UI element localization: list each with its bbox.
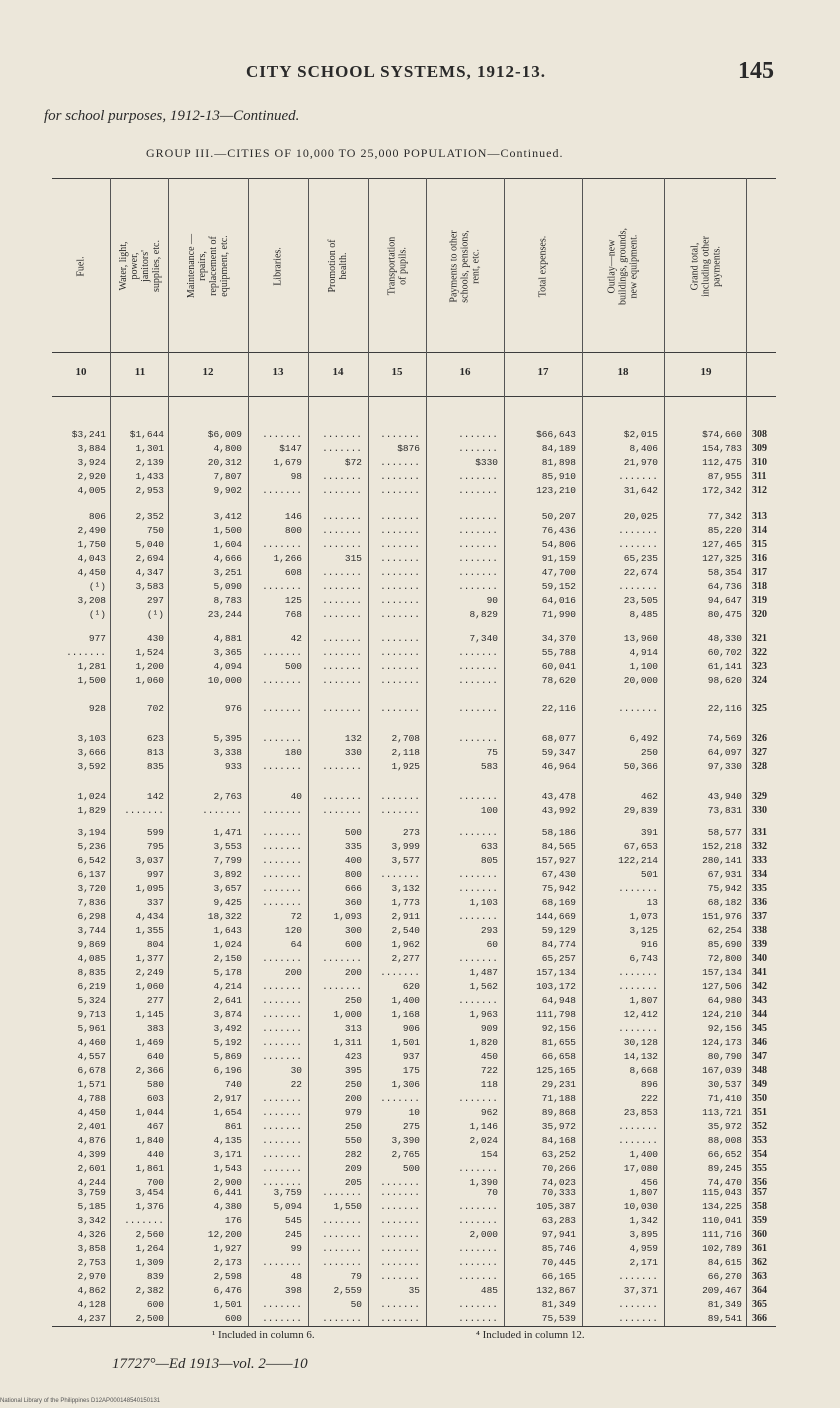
table-cell-group: 3,103 3,666 3,592 [77, 733, 106, 772]
table-top-rule [52, 178, 776, 179]
table-cell-group: 3,412 1,500 1,604 4,666 3,251 5,090 8,783 23,244 [207, 511, 242, 620]
column-header [428, 186, 502, 346]
table-cell-group: 391 67,653 122,214 501 ....... 13 1,073 3,125 916 6,743 ....... ....... 1,807 12,412 ....... 30,128 14,132 8,668 896 222 23,853 ....... ....... 1,400 17,080 456 [618, 827, 658, 1188]
row-number-group: 313 314 315 316 317 318 319 320 [752, 511, 767, 620]
column-header-label: Water, light, power, janitors' supplies, etc. [118, 240, 162, 292]
table-cell-group: $74,660 154,783 112,475 87,955 172,342 [702, 429, 742, 496]
column-divider [504, 178, 505, 1326]
table-cell-group: 142 ....... [124, 791, 164, 816]
table-cell-group: 5,395 3,338 933 [213, 733, 242, 772]
table-cell-group: 70,333 105,387 63,283 97,941 85,746 70,445 66,165 132,867 81,349 75,539 [536, 1187, 576, 1324]
page-number: 145 [738, 58, 774, 84]
table-cell-group: 115,043 134,225 110,041 111,716 102,789 84,615 66,270 209,467 81,349 89,541 [702, 1187, 742, 1324]
table-cell-group: 43,478 43,992 [541, 791, 576, 816]
table-cell-group: 48,330 60,702 61,141 98,620 [707, 633, 742, 686]
table-cell-group: ....... ....... [380, 791, 420, 816]
table-cell-group: 1,024 1,829 [77, 791, 106, 816]
column-divider [110, 178, 111, 1326]
table-cell-group: 4,881 3,365 4,094 10,000 [207, 633, 242, 686]
table-cell-group: 3,454 1,376 ....... 2,560 1,264 1,309 839 2,382 600 2,500 [124, 1187, 164, 1324]
table-cell-group: 7,340 ....... ....... ....... [458, 633, 498, 686]
column-header [250, 186, 306, 346]
row-number-group: 308 309 310 311 312 [752, 429, 767, 496]
table-cell-group: ....... 100 [458, 791, 498, 816]
table-cell-group: 976 [224, 703, 242, 714]
table-cell-group: 806 2,490 1,750 4,043 4,450 (¹) 3,208 (¹) [77, 511, 106, 620]
table-cell-group: 42 ....... 500 ....... [262, 633, 302, 686]
column-divider [248, 178, 249, 1326]
column-divider [168, 178, 169, 1326]
table-cell-group: 70 ....... ....... 2,000 ....... ....... ....... 485 ....... ....... [458, 1187, 498, 1324]
table-cell-group: $6,009 4,800 20,312 7,807 9,902 [207, 429, 242, 496]
table-cell-group: ....... ....... ....... 315 ....... ....... ....... ....... [322, 511, 362, 620]
column-number: 10 [75, 366, 87, 378]
column-header [584, 186, 662, 346]
table-cell-group: ....... $147 1,679 98 ....... [262, 429, 302, 496]
table-cell-group: 43,940 73,831 [707, 791, 742, 816]
table-cell-group: 13,960 4,914 1,100 20,000 [623, 633, 658, 686]
column-header [112, 186, 168, 346]
table-cell-group: ....... [262, 703, 302, 714]
table-cell-group: 6,492 250 50,366 [623, 733, 658, 772]
table-cell-group: 6,441 4,380 176 12,200 1,927 2,173 2,598 6,476 1,501 600 [207, 1187, 242, 1324]
row-number-group: 325 [752, 703, 767, 714]
column-header [52, 186, 110, 346]
header-rule [52, 352, 776, 353]
table-cell-group: $66,643 84,189 81,898 85,910 123,210 [536, 429, 576, 496]
table-cell-group: ....... ....... [322, 791, 362, 816]
column-header-label: Outlay—new buildings, grounds, new equipment. [606, 227, 640, 305]
table-cell-group: ....... 633 805 ....... ....... 1,103 ....... 293 60 ....... 1,487 1,562 ....... 1,963 909 1,820 450 722 118 ....... 962 1,146 2,024 154 ....... 1,390 [458, 827, 498, 1188]
table-cell-group: 2,352 750 5,040 2,694 4,347 3,583 297 (¹) [135, 511, 164, 620]
table-subtitle: for school purposes, 1912-13—Continued. [44, 108, 300, 124]
table-cell-group: 1,807 10,030 1,342 3,895 4,959 2,171 ....... 37,371 ....... ....... [618, 1187, 658, 1324]
row-number-group: 329 330 [752, 791, 767, 816]
table-cell-group: 430 1,524 1,200 1,060 [135, 633, 164, 686]
table-cell-group: 77,342 85,220 127,465 127,325 58,354 64,736 94,647 80,475 [702, 511, 742, 620]
row-number-group: 326 327 328 [752, 733, 767, 772]
column-header-label: Libraries. [272, 246, 284, 286]
table-cell-group: ....... ....... $72 ....... ....... [322, 429, 362, 496]
table-cell-group: 58,186 84,565 157,927 67,430 75,942 68,169 144,669 59,129 84,774 65,257 157,134 103,172 64,948 111,798 92,156 81,655 66,658 125,165 29,231 71,188 89,868 35,972 84,168 63,252 70,266 74,023 [536, 827, 576, 1188]
table-cell-group: 74,569 64,097 97,330 [707, 733, 742, 772]
row-number-group: 321 322 323 324 [752, 633, 767, 686]
column-divider [664, 178, 665, 1326]
table-cell-group: ....... ....... ....... ....... [322, 633, 362, 686]
table-cell-group: $1,644 1,301 2,139 1,433 2,953 [129, 429, 164, 496]
column-header [506, 186, 580, 346]
table-cell-group: 22,116 [707, 703, 742, 714]
table-cell-group: 462 29,839 [623, 791, 658, 816]
table-cell-group: ....... 1,550 ....... ....... ....... ....... 79 2,559 50 ....... [322, 1187, 362, 1324]
column-header-label: Transportation of pupils. [386, 236, 408, 296]
table-cell-group: 3,759 5,094 545 245 99 ....... 48 398 ....... ....... [262, 1187, 302, 1324]
table-cell-group: ....... [322, 703, 362, 714]
column-divider [426, 178, 427, 1326]
table-cell-group: 273 3,999 3,577 ....... 3,132 1,773 2,911 2,540 1,962 2,277 ....... 620 1,400 1,168 906 1,501 937 175 1,306 ....... 10 275 3,390 2,765 500 ....... [380, 827, 420, 1188]
column-header-label: Grand total, including other payments. [689, 235, 723, 297]
column-number: 13 [272, 366, 284, 378]
column-number: 19 [700, 366, 712, 378]
running-head: CITY SCHOOL SYSTEMS, 1912-13. [246, 62, 546, 81]
column-divider [368, 178, 369, 1326]
column-header-label: Payments to other schools, pensions, rent, etc. [448, 229, 482, 303]
table-cell-group: 2,763 ....... [202, 791, 242, 816]
column-header-label: Promotion of health. [327, 239, 349, 293]
table-cell-group: ....... ....... $330 ....... ....... [458, 429, 498, 496]
table-cell-group: ....... [380, 703, 420, 714]
table-cell-group: 1,471 3,553 7,799 3,892 3,657 9,425 18,322 1,643 1,024 2,150 5,178 4,214 2,641 3,874 3,492 5,192 5,869 6,196 740 2,917 1,654 861 4,135 3,171 1,543 2,900 [207, 827, 242, 1188]
table-cell-group: 40 ....... [262, 791, 302, 816]
column-header [170, 186, 246, 346]
table-cell-group: $3,241 3,884 3,924 2,920 4,005 [71, 429, 106, 496]
column-number: 14 [332, 366, 344, 378]
column-header [310, 186, 366, 346]
table-cell-group: ....... ....... ....... ....... ....... ....... ....... 35 ....... ....... [380, 1187, 420, 1324]
table-cell-group: 58,577 152,218 280,141 67,931 75,942 68,182 151,976 62,254 85,690 72,800 157,134 127,506 64,980 124,210 92,156 124,173 80,790 167,039 30,537 71,410 113,721 35,972 88,008 66,652 89,245 74,470 [702, 827, 742, 1188]
table-cell-group: 2,708 2,118 1,925 [391, 733, 420, 772]
table-cell-group: ....... ....... ....... ....... ....... ....... 90 8,829 [458, 511, 498, 620]
table-cell-group: ....... [618, 703, 658, 714]
table-cell-group: 68,077 59,347 46,964 [541, 733, 576, 772]
column-header [370, 186, 424, 346]
group-title: GROUP III.—CITIES OF 10,000 TO 25,000 POPULATION—Continued. [146, 146, 564, 160]
table-cell-group: 500 335 400 800 666 360 1,093 300 600 ....... 200 ....... 250 1,000 313 1,311 423 395 250 200 979 250 550 282 209 205 [322, 827, 362, 1188]
table-cell-group: 977 ....... 1,281 1,500 [66, 633, 106, 686]
footnote-left: ¹ Included in column 6. [212, 1329, 315, 1341]
table-cell-group: ....... 75 583 [458, 733, 498, 772]
table-cell-group: ....... $876 ....... ....... ....... [380, 429, 420, 496]
column-header [666, 186, 746, 346]
column-number: 16 [459, 366, 471, 378]
table-cell-group: $2,015 8,406 21,970 ....... 31,642 [618, 429, 658, 496]
colnum-rule [52, 396, 776, 397]
scan-credit: National Library of the Philippines D12AP000148540150131 [0, 1398, 161, 1404]
table-cell-group: 50,207 76,436 54,806 91,159 47,700 59,152 64,016 71,990 [541, 511, 576, 620]
row-number-group: 331 332 333 334 335 336 337 338 339 340 341 342 343 344 345 346 347 348 349 350 351 352 353 354 355 356 [752, 827, 767, 1188]
column-header-label: Total expenses. [537, 235, 549, 297]
table-cell-group: 132 330 ....... [322, 733, 362, 772]
table-cell-group: 3,194 5,236 6,542 6,137 3,720 7,836 6,298 3,744 9,869 4,085 8,835 6,219 5,324 9,713 5,961 4,460 4,557 6,678 1,571 4,788 4,450 2,401 4,876 4,399 2,601 4,244 [77, 827, 106, 1188]
table-bottom-rule [52, 1326, 776, 1327]
table-cell-group: ....... [458, 703, 498, 714]
column-header-label: Fuel. [75, 255, 87, 277]
table-cell-group: 599 795 3,037 997 1,095 337 4,434 1,355 804 1,377 2,249 1,060 277 1,145 383 1,469 640 2,366 580 603 1,044 467 1,840 440 1,861 700 [135, 827, 164, 1188]
column-divider [746, 178, 747, 1326]
column-number: 15 [391, 366, 403, 378]
table-cell-group: 702 [146, 703, 164, 714]
column-number: 17 [537, 366, 549, 378]
column-number: 18 [617, 366, 629, 378]
table-cell-group: ....... ....... ....... ....... ....... ....... 72 120 64 ....... 200 ....... ....... ....... ....... ....... ....... 30 22 ....... ....... ....... ....... ....... ....... ....... [262, 827, 302, 1188]
table-cell-group: ....... ....... ....... ....... [380, 633, 420, 686]
table-cell-group: ....... ....... ....... ....... ....... ....... ....... ....... [380, 511, 420, 620]
column-divider [308, 178, 309, 1326]
table-cell-group: 623 813 835 [146, 733, 164, 772]
table-cell-group: 20,025 ....... ....... 65,235 22,674 ....... 23,505 8,485 [618, 511, 658, 620]
column-number: 12 [202, 366, 214, 378]
printer-signature-line: 17727°—Ed 1913—vol. 2——10 [112, 1356, 308, 1372]
table-cell-group: 928 [88, 703, 106, 714]
table-cell-group: ....... 180 ....... [262, 733, 302, 772]
row-number-group: 357 358 359 360 361 362 363 364 365 366 [752, 1187, 767, 1324]
footnote-right: ⁴ Included in column 12. [476, 1329, 585, 1341]
table-cell-group: 22,116 [541, 703, 576, 714]
column-header-label: Maintenance — repairs, replacement of equipment, etc. [186, 233, 230, 299]
table-cell-group: 3,759 5,185 3,342 4,326 3,858 2,753 2,970 4,862 4,128 4,237 [77, 1187, 106, 1324]
column-number: 11 [134, 366, 146, 378]
column-divider [582, 178, 583, 1326]
table-cell-group: 146 800 ....... 1,266 608 ....... 125 768 [262, 511, 302, 620]
table-cell-group: 34,370 55,788 60,041 78,620 [541, 633, 576, 686]
